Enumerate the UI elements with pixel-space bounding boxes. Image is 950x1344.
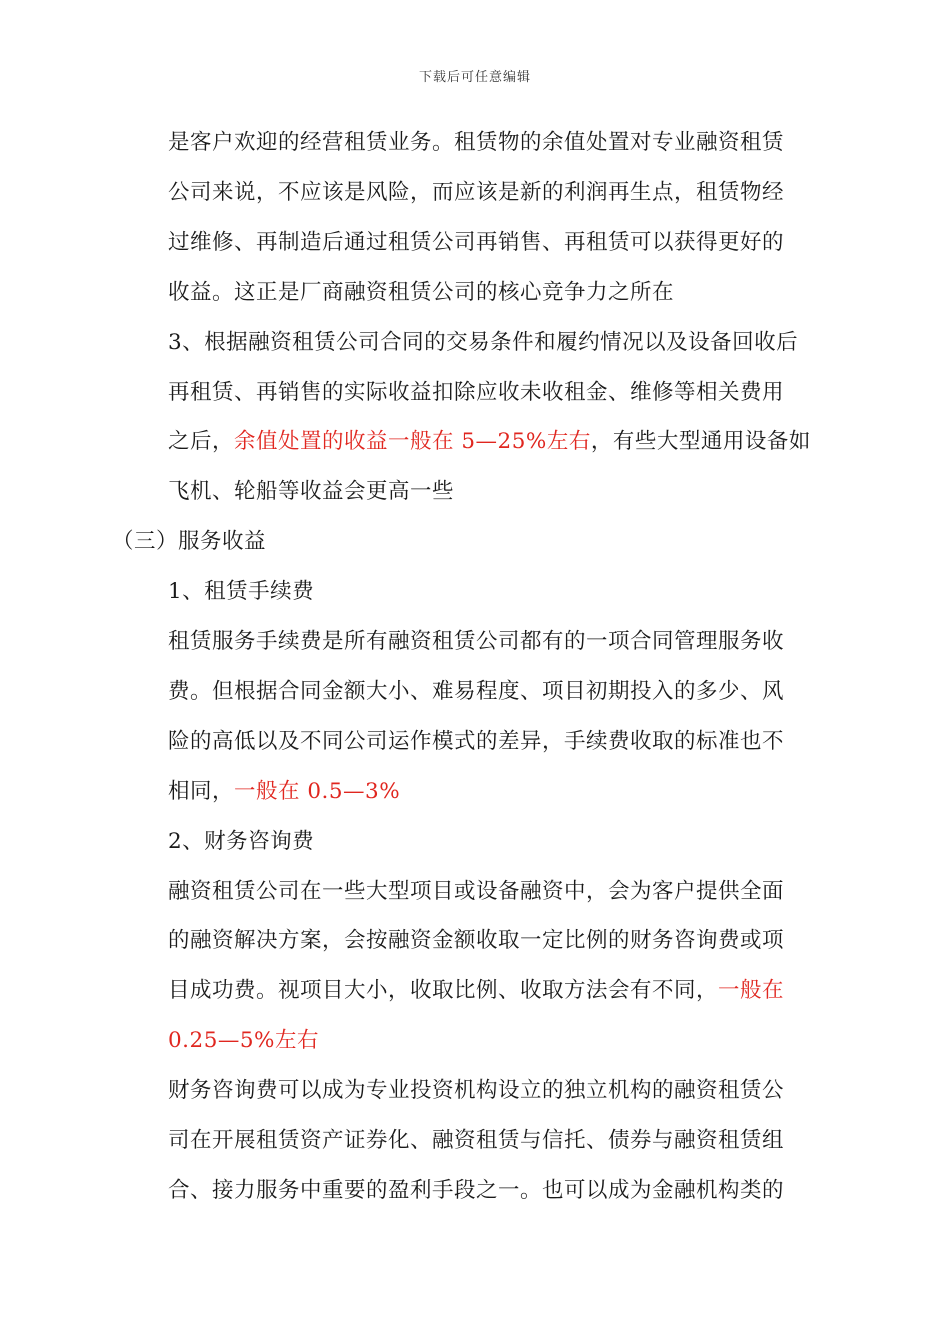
text-line	[168, 976, 784, 1006]
text-span: 飞机、轮船等收益会更高一些	[168, 479, 455, 505]
text-line	[168, 228, 784, 258]
text-span: 收益。这正是厂商融资租赁公司的核心竞争力之所在	[168, 279, 675, 305]
text-line	[168, 1026, 319, 1056]
text-span: 合、接力服务中重要的盈利手段之一。也可以成为金融机构类的	[168, 1177, 785, 1203]
text-line	[168, 128, 784, 158]
text-span: 1、租赁手续费	[168, 579, 315, 605]
text-line	[168, 427, 811, 457]
text-span: 2、财务咨询费	[168, 828, 315, 854]
text-line	[168, 178, 784, 208]
text-line	[168, 1176, 784, 1206]
text-line	[168, 777, 400, 807]
text-line	[168, 677, 784, 707]
text-span: 财务咨询费可以成为专业投资机构设立的独立机构的融资租赁公	[168, 1078, 785, 1104]
text-span: 之后，	[168, 429, 235, 455]
highlighted-text: 一般在	[718, 978, 785, 1004]
text-span: 过维修、再制造后通过租赁公司再销售、再租赁可以获得更好的	[168, 229, 785, 255]
highlighted-text: 0.25—5%左右	[168, 1028, 319, 1054]
text-span: 租赁服务手续费是所有融资租赁公司都有的一项合同管理服务收	[168, 629, 785, 654]
highlighted-text: 余值处置的收益一般在 5—25%左右	[234, 429, 591, 455]
text-span: 公司来说，不应该是风险，而应该是新的利润再生点，租赁物经	[168, 179, 785, 205]
text-line	[168, 577, 314, 607]
text-span: 目成功费。视项目大小，收取比例、收取方法会有不同，	[168, 978, 719, 1004]
text-span: 司在开展租赁资产证券化、融资租赁与信托、债券与融资租赁组	[168, 1128, 785, 1153]
text-line	[168, 877, 784, 907]
text-span: 的融资解决方案，会按融资金额收取一定比例的财务咨询费或项	[168, 928, 785, 954]
text-span: 费。但根据合同金额大小、难易程度、项目初期投入的多少、风	[168, 678, 785, 704]
text-line	[168, 328, 798, 358]
text-span: 险的高低以及不同公司运作模式的差异，手续费收取的标准也不	[168, 728, 785, 754]
text-line	[168, 926, 784, 956]
text-span: 3、根据融资租赁公司合同的交易条件和履约情况以及设备回收后	[168, 329, 799, 355]
text-span: ，有些大型通用设备如	[590, 429, 811, 455]
text-line	[168, 627, 784, 657]
text-span: 融资租赁公司在一些大型项目或设备融资中，会为客户提供全面	[168, 878, 785, 904]
text-span: 再租赁、再销售的实际收益扣除应收未收租金、维修等相关费用	[168, 379, 785, 405]
text-span: （三）服务收益	[112, 529, 267, 555]
text-span: 相同，	[168, 778, 235, 804]
section-heading	[112, 527, 266, 557]
page-header: 下载后可任意编辑	[418, 70, 531, 85]
text-line	[168, 727, 784, 757]
text-line	[168, 278, 674, 308]
highlighted-text: 一般在 0.5—3%	[234, 778, 401, 804]
text-line	[168, 1076, 784, 1106]
text-line	[168, 827, 314, 857]
text-span: 是客户欢迎的经营租赁业务。租赁物的余值处置对专业融资租赁	[168, 130, 785, 155]
text-line	[168, 477, 454, 507]
text-line	[168, 378, 784, 408]
text-line	[168, 1126, 784, 1156]
